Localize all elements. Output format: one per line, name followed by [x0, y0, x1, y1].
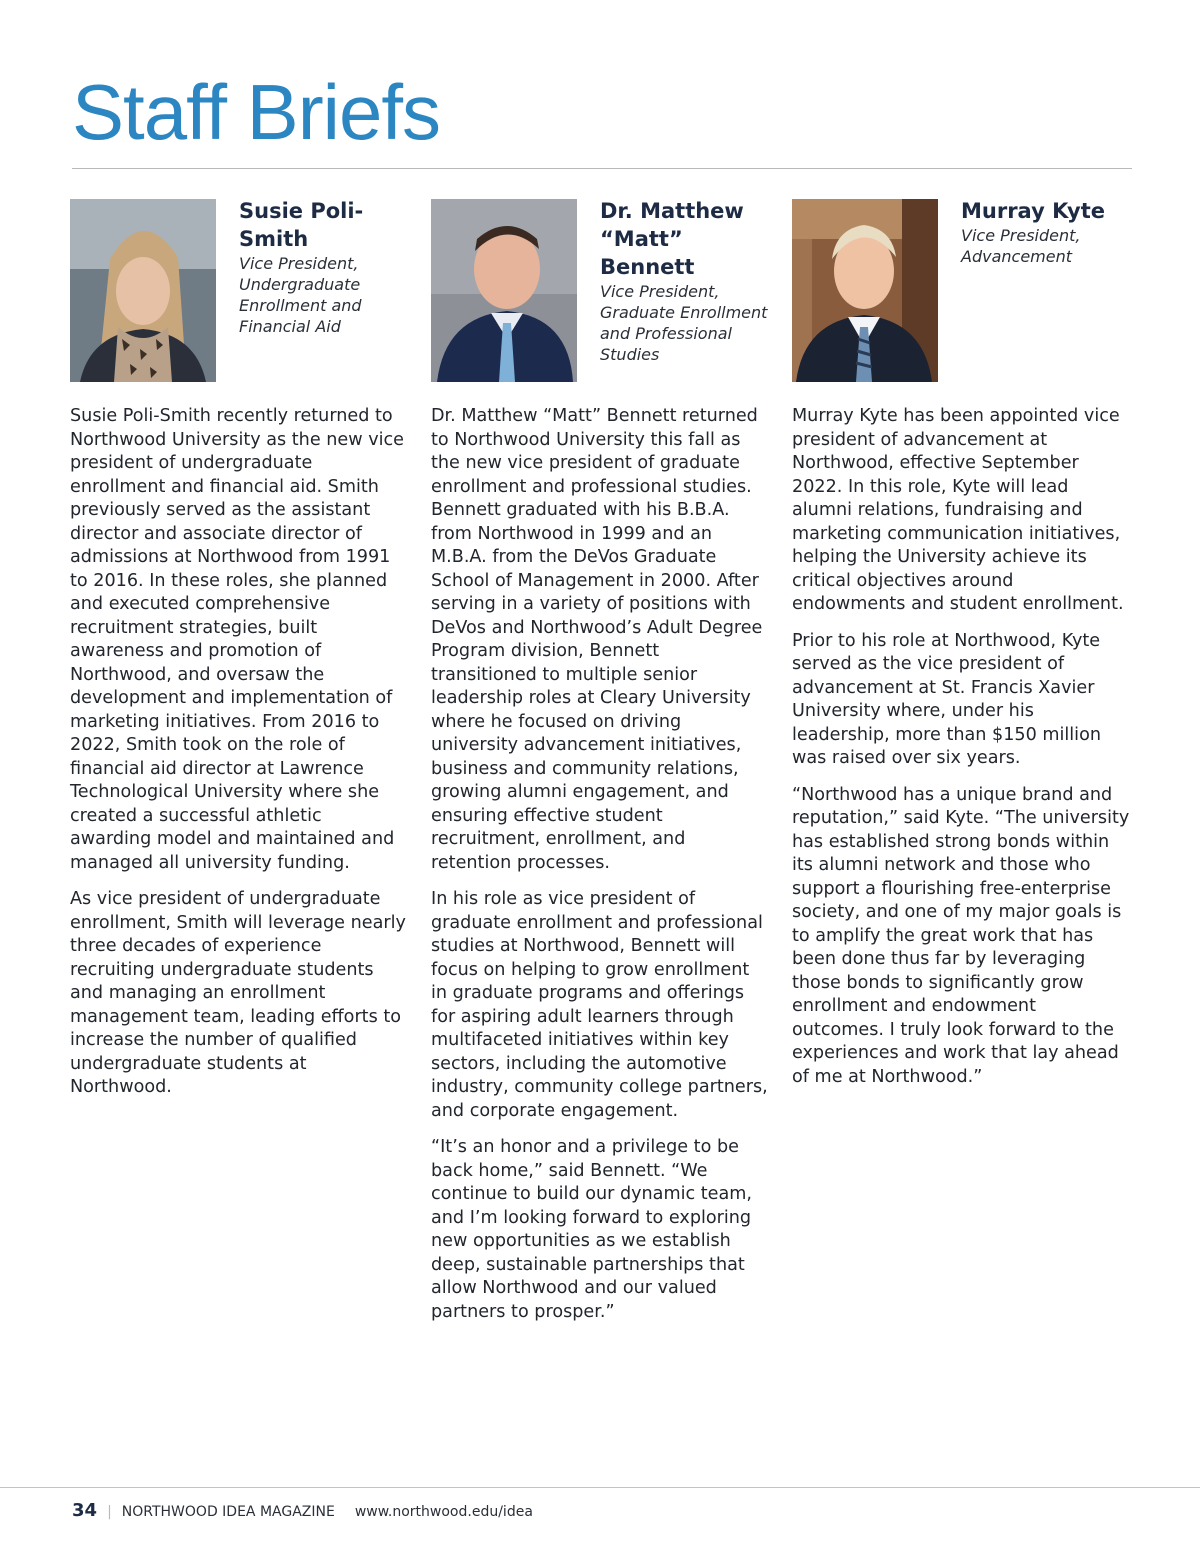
footer-divider: [0, 1487, 1200, 1488]
profile-paragraph: Murray Kyte has been appointed vice president of advancement at Northwood, effective September 2022. In this role, Kyte will lead alumni relations, fundraising and marketing communication initiatives, helping the University achieve its critical objectives around endowments and student enrollment.: [792, 406, 1124, 614]
profile-poli-smith: [70, 197, 408, 1113]
page-footer: [72, 1498, 533, 1524]
profile-role: Vice President, Undergraduate Enrollment and Financial Aid: [239, 254, 362, 336]
profile-role: Vice President, Graduate Enrollment and Professional Studies: [600, 282, 768, 364]
profile-paragraph: Prior to his role at Northwood, Kyte served as the vice president of advancement at St. Francis Xavier University where, under his leadership, more than $150 million was raised over six years.: [792, 630, 1101, 768]
profile-paragraph: In his role as vice president of graduate enrollment and professional studies at Northwood, Bennett will focus on helping to grow enrollment in graduate programs and offerings for aspiring adult learners through multifaceted initiatives within key sectors, including the automotive industry, community college partners, and corporate engagement.: [431, 889, 768, 1121]
profile-name: Susie Poli-Smith: [239, 199, 364, 251]
profile-role: Vice President, Advancement: [961, 226, 1081, 266]
profile-paragraph: “It’s an honor and a privilege to be back home,” said Bennett. “We continue to build our dynamic team, and I’m looking forward to exploring new opportunities as we establish deep, sustainable partnerships that allow Northwood and our valued partners to prosper.”: [431, 1137, 752, 1322]
bennett-portrait-photo: [431, 199, 577, 382]
profile-name: Murray Kyte: [961, 199, 1105, 223]
profile-name: Dr. Matthew “Matt” Bennett: [600, 199, 744, 279]
profile-paragraph: “Northwood has a unique brand and reputation,” said Kyte. “The university has established strong bonds within its alumni network and those who support a flourishing free-enterprise society, and one of my major goals is to amplify the great work that has been done thus far by leveraging those bonds to significantly grow enrollment and endowment outcomes. I truly look forward to the experiences and work that lay ahead of me at Northwood.”: [792, 784, 1130, 1087]
page-title: Staff Briefs: [72, 68, 441, 156]
footer-separator: |: [107, 1504, 112, 1520]
title-divider: [72, 168, 1132, 169]
profile-bennett: [431, 197, 769, 1337]
footer-url-link[interactable]: www.northwood.edu/idea: [354, 1504, 533, 1520]
profile-paragraph: As vice president of undergraduate enrollment, Smith will leverage nearly three decades of experience recruiting undergraduate students and managing an enrollment management team, leading efforts to increase the number of qualified undergraduate students at Northwood.: [70, 889, 406, 1097]
kyte-portrait-photo: [792, 199, 938, 382]
page-number: 34: [72, 1500, 98, 1521]
poli-smith-portrait-photo: [70, 199, 216, 382]
profile-paragraph: Susie Poli-Smith recently returned to Northwood University as the new vice president of undergraduate enrollment and financial aid. Smith previously served as the assistant director and associate director of admissions at Northwood from 1991 to 2016. In these roles, she planned and executed comprehensive recruitment strategies, built awareness and promotion of Northwood, and oversaw the development and implementation of marketing initiatives. From 2016 to 2022, Smith took on the role of financial aid director at Lawrence Technological University where she created a successful athletic awarding model and maintained and managed all university funding.: [70, 406, 404, 873]
profile-kyte: [792, 197, 1130, 1102]
profile-paragraph: Dr. Matthew “Matt” Bennett returned to Northwood University this fall as the new vice president of graduate enrollment and professional studies. Bennett graduated with his B.B.A. from Northwood in 1999 and an M.B.A. from the DeVos Graduate School of Management in 2000. After serving in a variety of positions with DeVos and Northwood’s Adult Degree Program division, Bennett transitioned to multiple senior leadership roles at Cleary University where he focused on driving university advancement initiatives, business and community relations, growing alumni engagement, and ensuring effective student recruitment, enrollment, and retention processes.: [431, 406, 763, 873]
publication-name: NORTHWOOD IDEA MAGAZINE: [121, 1504, 335, 1520]
